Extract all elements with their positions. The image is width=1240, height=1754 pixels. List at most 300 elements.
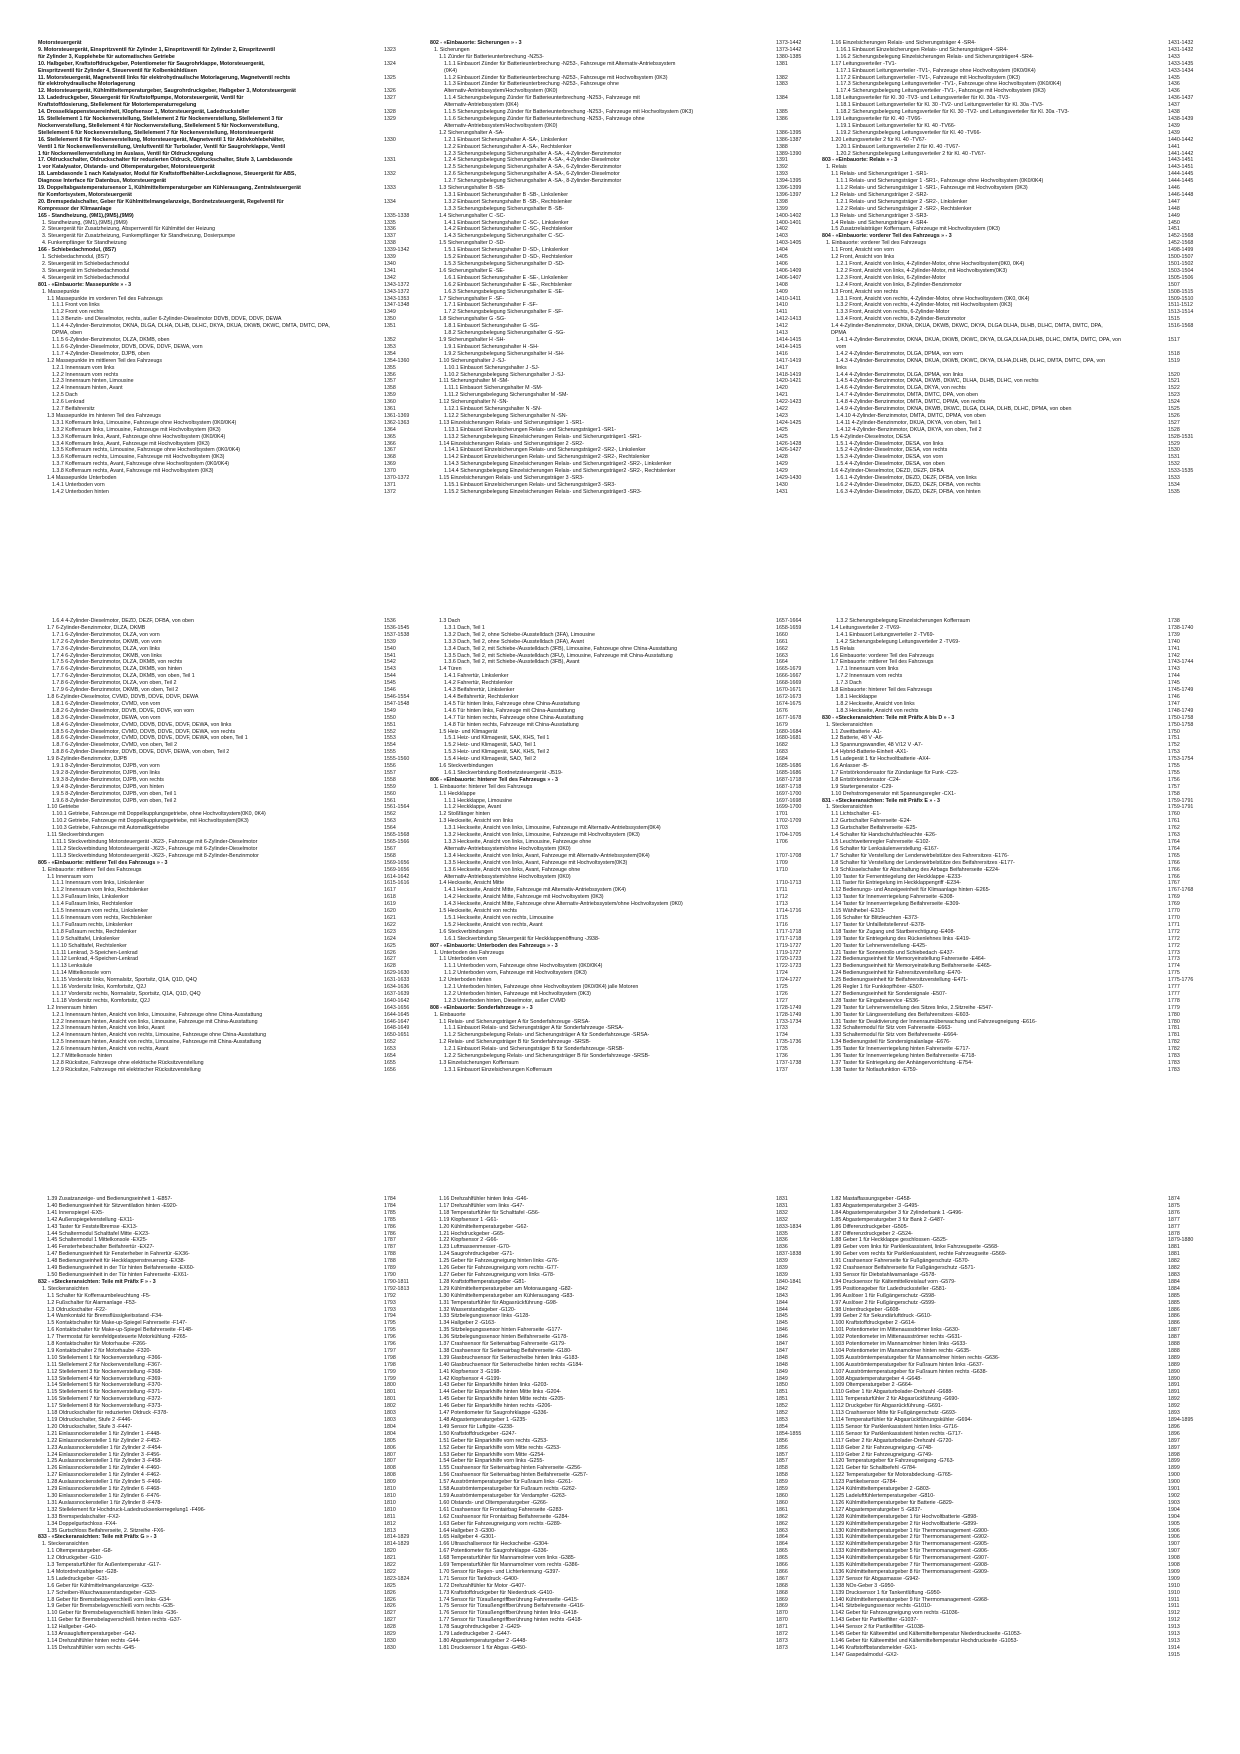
toc-entry-page: 1807 — [384, 1451, 396, 1458]
toc-entry-title: 1.8.6 6-Zylinder-Dieselmotor, CVMD, DDVB, DDVE, DDVF, DEWA, von oben, Teil 1 — [52, 735, 248, 742]
toc-entry-page: 1910 — [1168, 1582, 1180, 1589]
toc-entry-title: 1.4 Hybrid-Batterie-Einheit -AX1- — [831, 749, 909, 756]
toc-entry-title: 1.4.9 4-Zylinder-Benzinmotor, DKNA, DKWB, DKWC, DLGA, DLHA, DLHB, DLHC, DPMA, von oben — [836, 406, 1072, 413]
toc-entry-page: 1323 — [384, 46, 396, 53]
toc-entry-title: 1.76 Sensor für Türaußengriffberührung hinten links -G418- — [439, 1610, 579, 1617]
toc-entry-page: 1782 — [1168, 1046, 1180, 1053]
toc-entry — [822, 282, 1208, 289]
toc-entry — [38, 316, 424, 323]
toc-entry-title: 1.8 Kontaktschalter für Motorhaube -F266- — [47, 1341, 147, 1348]
toc-entry — [38, 853, 424, 860]
toc-entry — [430, 922, 816, 929]
toc-entry-title: 1.1 Relais- und Sicherungsträger A für Sonderfahrzeuge -SRSA- — [439, 1018, 591, 1025]
toc-entry-title: 1.97 Auslöser 2 für Fußgängerschutz -G599- — [831, 1299, 936, 1306]
toc-entry-title: 1.1.4 Fußraum links, Rechtslenker — [52, 901, 133, 908]
toc-entry-page: 1422-1423 — [776, 399, 802, 406]
toc-entry-page: 1620 — [384, 908, 396, 915]
toc-column — [822, 618, 1208, 1158]
toc-entry-page: 1915 — [1168, 1651, 1180, 1658]
toc-entry — [430, 461, 816, 468]
toc-entry-page: 1864 — [776, 1534, 788, 1541]
toc-entry-page: 1874 — [1168, 1196, 1180, 1202]
toc-entry — [822, 673, 1208, 680]
toc-entry-title: 1.7 Entstörkondensator für Zündanlage für Funk -C23- — [831, 769, 959, 776]
toc-entry — [430, 1417, 816, 1424]
toc-entry — [822, 206, 1208, 213]
toc-entry — [822, 901, 1208, 908]
toc-entry-title: 1.1.10 Schalttafel, Rechtslenker — [52, 942, 127, 949]
toc-entry-page: 1373-1442 — [776, 46, 802, 53]
toc-entry — [38, 756, 424, 763]
toc-entry-title: Stellelement 6 für Nockenverstellung, Stellelement 7 für Nockenverstellung, Motorsteuergerät — [38, 129, 274, 136]
toc-entry — [430, 618, 816, 625]
toc-entry-title: 1.2 Öldruckgeber -G10- — [47, 1555, 103, 1562]
toc-entry-title: 4. Funkempfänger für Standheizung — [42, 240, 127, 247]
toc-entry-title: 1.1.5 Innenraum vorn rechts, Linkslenker — [52, 908, 148, 915]
toc-entry-page: 1653 — [384, 1046, 396, 1053]
toc-entry-title: 1.23 Luftmassenmesser -G70- — [439, 1244, 511, 1251]
toc-entry-title: 1.12 Sicherungshalter N -SN- — [439, 399, 509, 406]
toc-entry-title: 1.18.2 Sicherungsbelegung Leitungsverteiler für Kl. 30 -TV2- und Leitungsverteiler für Kl. 30a -TV3- — [836, 109, 1070, 116]
toc-entry — [38, 116, 424, 123]
toc-entry-title: 1.2.1 Einbauort Relais- und Sicherungsträger B für Sonderfahrzeuge -SRSB- — [444, 1046, 625, 1053]
toc-entry-title: 1.3.4 Heckseite, Ansicht von links, Avant, Fahrzeuge mit Alternativ-Antriebssystem(0K4) — [444, 852, 650, 859]
toc-entry-page: 1425 — [776, 433, 788, 440]
toc-entry-page: 1665-1679 — [776, 666, 802, 673]
toc-entry-title: 1. Unterboden des Fahrzeugs — [434, 949, 505, 956]
toc-entry-page: 1897 — [1168, 1437, 1180, 1444]
toc-entry-page: 1854-1855 — [776, 1430, 802, 1437]
toc-entry-page: 1745-1749 — [1168, 687, 1194, 694]
toc-entry-title: 1.40 Bedienungseinheit für Sitzventilation hinten -E920- — [47, 1202, 178, 1209]
toc-entry-title: 1.47 Potentiometer für Saugrohrklappe -G336- — [439, 1410, 549, 1417]
toc-entry — [430, 337, 816, 344]
toc-entry-page: 1760 — [1168, 811, 1180, 818]
toc-entry-title: 1.4.1 Einbauort Sicherungshalter C -SC-, Linkslenker — [444, 219, 569, 226]
toc-entry-title: 1.30 Einlassnockensteller 1 für Zylinder 6 -F476- — [47, 1492, 161, 1499]
toc-entry-title: 1.140 Kühlmitteltemperaturgeber 9 für Thermomanagement -G968- — [831, 1596, 989, 1603]
toc-entry-title: 1.9.2 Sicherungsbelegung Sicherungshalter H -SH- — [444, 350, 565, 357]
toc-entry-page: 1810 — [384, 1486, 396, 1493]
toc-entry-title: 1.17.2 Einbauort Leitungsverteiler -TV1-, Fahrzeuge mit Hochvoltsystem (0K3) — [836, 74, 1021, 81]
toc-entry-title: 1.1.3 Fußraum links, Linkslenker — [52, 894, 129, 901]
toc-entry-title: 1.2.3 Sicherungsbelegung Sicherungshalter A -SA-, 4-Zylinder-Benzinmotor — [444, 150, 622, 157]
toc-entry-title: 1.3 Dach — [439, 618, 461, 624]
toc-entry-title: 1.3.3 Kofferraum links, Avant, Fahrzeuge ohne Hochvoltsystem (0K0/0K4) — [52, 433, 226, 440]
toc-entry-title: 1.10.3 Getriebe, Fahrzeuge mit Automatikgetriebe — [52, 825, 170, 832]
toc-entry-page: 1877 — [1168, 1223, 1180, 1230]
toc-entry-page: 1555 — [384, 749, 396, 756]
toc-entry — [822, 1597, 1208, 1604]
toc-entry — [430, 956, 816, 963]
toc-entry-title: 1.19 Klopfsensor 1 -G61- — [439, 1216, 499, 1223]
toc-entry-title: 1.83 Abgastemperaturgeber 3 -G495- — [831, 1202, 920, 1209]
toc-entry-page: 1413 — [776, 330, 788, 337]
toc-entry — [430, 1039, 816, 1046]
toc-entry-page: 1801 — [384, 1389, 396, 1396]
toc-entry-title: 1.72 Drehzahlfühler für Motor -G407- — [439, 1582, 526, 1589]
toc-entry-page: 1643-1656 — [384, 1004, 410, 1011]
toc-entry-page: 1392 — [776, 164, 788, 171]
toc-entry-page: 1911 — [1168, 1596, 1180, 1603]
toc-entry-page: 1844 — [776, 1306, 788, 1313]
toc-entry-title: 1.3 Heckseite, Ansicht von links — [439, 818, 514, 825]
toc-entry-page: 1813 — [384, 1527, 396, 1534]
toc-entry-title: 1.17 Drehzahlfühler vorn links -G47- — [439, 1202, 525, 1209]
toc-entry-page: 1658-1659 — [776, 624, 802, 631]
toc-entry-title: 1.9.1 8-Zylinder-Benzinmotor, DJPB, von vorn — [52, 763, 160, 770]
toc-entry-page: 1894-1895 — [1168, 1417, 1194, 1423]
toc-entry-title: 1.28 Auslassnockensteller 1 für Zylinder 5 -F466- — [47, 1479, 163, 1486]
toc-entry-page: 1370 — [384, 468, 396, 475]
toc-entry-title: 1.1.2 Sicherungsbelegung Relais- und Sicherungsträger A für Sonderfahrzeuge -SRSA- — [444, 1032, 650, 1039]
toc-entry-title: 1.5.2 Einbauort Sicherungshalter D -SD-, Rechtslenker — [444, 254, 573, 261]
toc-entry-title: 1.3.3 Heckseite, Ansicht von links, Limousine, Fahrzeuge ohne — [444, 839, 592, 845]
toc-entry-title: 1.2.3 Unterboden hinten, Dieselmotor, außer CVMD — [444, 997, 566, 1004]
toc-entry-page: 1858 — [776, 1472, 788, 1479]
toc-entry — [822, 358, 1208, 365]
toc-entry-title: 1.58 Ausströmtemperaturgeber für Fußraum rechts -G262- — [439, 1486, 577, 1493]
toc-entry-title: 1.15.1 Einbauort Einzelsicherungen Relais- und Sicherungsträger3 -SR3- — [444, 482, 616, 488]
toc-entry-title: 1.23 Bedienungseinheit für Memoryeinstellung Beifahrerseite -E465- — [831, 963, 992, 970]
toc-entry-title: 1.6 Schalter für Lenksäulenverstellung -E167- — [831, 845, 939, 852]
toc-entry — [38, 1610, 424, 1617]
toc-entry-page: 1907 — [1168, 1541, 1180, 1548]
toc-entry-page: 1677-1678 — [776, 714, 802, 721]
toc-entry-page: 1759-1791 — [1168, 797, 1194, 804]
toc-entry-page: 1354 — [384, 350, 396, 357]
toc-entry — [822, 1569, 1208, 1576]
toc-entry — [38, 818, 424, 825]
toc-entry-page: 1733-1734 — [776, 1018, 802, 1025]
toc-entry-page: 1373-1442 — [776, 40, 802, 46]
toc-entry-title: 1. Standheizung, (9M1),(9M5),(9M9) — [42, 219, 128, 226]
toc-entry-title: 1.6 Steckverbindungen — [439, 763, 494, 770]
toc-entry-page: 1417 — [776, 364, 788, 371]
toc-entry-title: 1.89 Geber vorn links für Parklenkassistent, linke Fahrzeugseite -G568- — [831, 1244, 999, 1251]
toc-entry — [822, 1362, 1208, 1369]
toc-entry-page: 1561 — [384, 797, 396, 804]
toc-entry-page: 1569-1656 — [384, 859, 410, 866]
toc-entry-page: 1803 — [384, 1417, 396, 1423]
toc-entry — [38, 1521, 424, 1528]
toc-entry-title: 1.33 Bremspedalschalter -FX2- — [47, 1513, 121, 1520]
toc-entry — [430, 302, 816, 309]
toc-entry-title: 1.2.1 Innenraum hinten, Ansicht von links, Limousine, Fahrzeuge ohne China-Ausstattung — [52, 1011, 263, 1018]
toc-entry-page: 1728-1749 — [776, 1004, 802, 1011]
toc-entry-title: 1.50 Kraftstoffdruckgeber -G247- — [439, 1430, 517, 1437]
toc-entry — [38, 653, 424, 660]
toc-entry-title: 1.9.2 8-Zylinder-Benzinmotor, DJPB, von links — [52, 769, 161, 776]
toc-entry — [38, 441, 424, 448]
toc-entry-page: 1904 — [1168, 1506, 1180, 1513]
toc-entry-page: 1527 — [1168, 419, 1180, 426]
toc-entry — [430, 1369, 816, 1376]
toc-entry-page: 1781 — [1168, 1025, 1180, 1032]
toc-entry-title: 1.2.7 Mittelkonsole hinten — [52, 1053, 113, 1060]
toc-entry — [430, 199, 816, 206]
toc-entry — [38, 991, 424, 998]
toc-entry-page: 1509-1510 — [1168, 295, 1194, 302]
toc-entry-page: 1883 — [1168, 1271, 1180, 1278]
toc-entry-title: 1.1 Relais- und Sicherungsträger 1 -SR1- — [831, 171, 929, 178]
toc-entry-title: 1.36 Sitzbelegungssensor hinten Beifahrerseite -G178- — [439, 1334, 568, 1341]
toc-entry-title: 1.6.1 Steckverbindung Steuergerät für Heckklappenöffnung -J938- — [444, 935, 600, 942]
toc-entry-title: Alternativ-Antriebssystem/ohne Hochvoltsystem (0K0) — [444, 845, 571, 852]
toc-entry-page: 1424-1425 — [776, 419, 802, 426]
toc-entry-page: 1634-1636 — [384, 984, 410, 991]
toc-entry-page: 1836 — [776, 1244, 788, 1251]
toc-entry-page: 1772 — [1168, 928, 1180, 935]
toc-entry-page: 1746 — [1168, 693, 1180, 700]
toc-entry-title: 1.7.4 6-Zylinder-Benzinmotor, DKMB, von links — [52, 652, 162, 659]
toc-entry-title: 1.2.8 Rücksitze, Fahrzeuge ohne elektrische Rücksitzverstellung — [52, 1060, 204, 1066]
toc-entry-page: 1796 — [384, 1334, 396, 1341]
toc-entry-page: 1736 — [776, 1053, 788, 1060]
toc-entry — [822, 784, 1208, 791]
toc-entry — [38, 1046, 424, 1053]
toc-entry-page: 1728-1749 — [776, 1011, 802, 1018]
toc-entry-page: 1326 — [384, 88, 396, 95]
toc-entry-page: 1668-1669 — [776, 680, 802, 687]
toc-entry-page: 1822 — [384, 1568, 396, 1575]
toc-entry-page: 1422 — [776, 406, 788, 413]
toc-entry-page: 1868 — [776, 1589, 788, 1596]
toc-entry-page: 1516-1568 — [1168, 323, 1194, 330]
toc-entry-title: 1.2.2 Unterboden hinten, Fahrzeuge mit Hochvoltsystem (0K3) — [444, 990, 591, 997]
toc-entry — [430, 351, 816, 358]
toc-entry-title: 1.20 Leitungsverteiler 2 für Kl. 40 -TV67- — [831, 136, 927, 143]
toc-entry-title: 1.7 Scheiben-Waschwasserstandsgeber -G33- — [47, 1589, 157, 1596]
toc-entry-title: 1.2.4 Sicherungsbelegung Sicherungshalter A -SA-, 4-Zylinder-Dieselmotor — [444, 157, 620, 164]
toc-entry-title: 1.147 Gaspedalmodul -GX2- — [831, 1651, 899, 1658]
toc-entry-title: 1.29 Kühlmitteltemperaturgeber am Motorausgang -G82- — [439, 1285, 573, 1292]
toc-entry — [822, 1279, 1208, 1286]
toc-entry — [38, 1341, 424, 1348]
toc-entry-title: 1.13.1 Einbauort Einzelsicherungen Relais- und Sicherungsträger1 -SR1- — [444, 426, 616, 433]
toc-entry-page: 1441 — [1168, 143, 1180, 150]
toc-entry-title: 1.2.3 Front, Ansicht von links, 6-Zylinder-Motor — [836, 274, 946, 281]
toc-entry-page: 1827 — [384, 1610, 396, 1617]
toc-entry — [822, 1493, 1208, 1500]
toc-entry-title: 1.17.3 Sicherungsbelegung Leitungsverteiler -TV1-, Fahrzeuge ohne Hochvoltsystem (0K0/0K4) — [836, 81, 1062, 88]
toc-entry-title: 1. Einbauorte: hinterer Teil des Fahrzeugs — [434, 783, 533, 790]
toc-entry-title: 1.5 Heckseite, Ansicht von rechts — [439, 908, 518, 915]
toc-entry — [822, 1452, 1208, 1459]
toc-entry-page: 1909 — [1168, 1575, 1180, 1582]
toc-entry-title: 1. Schiebedachmodul, (8S7) — [42, 254, 109, 261]
toc-entry — [822, 1403, 1208, 1410]
toc-entry — [38, 970, 424, 977]
toc-entry-page: 1846 — [776, 1327, 788, 1334]
toc-column — [430, 40, 816, 580]
toc-entry-page: 1778 — [1168, 997, 1180, 1004]
toc-entry-page: 1738-1740 — [1168, 624, 1194, 631]
toc-entry-title: 1.4 Massepunkte Unterboden — [47, 475, 117, 482]
toc-entry-title: 1.6.3 4-Zylinder-Dieselmotor, DEZD, DEZF, DFBA, von hinten — [836, 488, 981, 495]
toc-entry-page: 1860 — [776, 1499, 788, 1506]
toc-entry-title: 1.5.3 4-Zylinder-Dieselmotor, DESA, von vorn — [836, 454, 944, 461]
toc-entry-page: 1539 — [384, 638, 396, 645]
toc-entry — [38, 1417, 424, 1424]
toc-entry-page: 1353 — [384, 343, 396, 350]
toc-entry-page: 1441-1442 — [1168, 150, 1194, 157]
toc-entry — [822, 791, 1208, 798]
toc-entry-title: 1.1.2 Heckklappe, Avant — [444, 804, 502, 811]
toc-entry-title: 1.1 Massepunkte im vorderen Teil des Fahrzeugs — [47, 295, 163, 302]
toc-entry — [38, 777, 424, 784]
toc-entry — [822, 1555, 1208, 1562]
toc-entry-title: 1.2 Stoßfänger hinten — [439, 811, 490, 818]
toc-entry-page: 1825 — [384, 1582, 396, 1589]
toc-entry — [430, 839, 816, 846]
toc-entry-title: 1.34 Bedienungsteil für Sondersignalanlage -E676- — [831, 1039, 951, 1046]
toc-entry-page: 1421 — [776, 392, 788, 399]
toc-entry-page: 1783 — [1168, 1060, 1180, 1066]
toc-entry — [430, 109, 816, 116]
toc-entry-title: 1.3 Gurtschalter Beifahrerseite -E25- — [831, 825, 918, 832]
toc-entry-page: 1554 — [384, 742, 396, 749]
toc-entry — [38, 1645, 424, 1652]
toc-entry-page: 1755 — [1168, 763, 1180, 770]
toc-entry-title: 1.102 Potentiometer im Mittenausströmer rechts -G631- — [831, 1334, 963, 1341]
toc-entry-page: 1388 — [776, 143, 788, 150]
toc-entry — [822, 261, 1208, 268]
toc-entry — [822, 47, 1208, 54]
toc-entry-page: 1871 — [776, 1624, 788, 1631]
toc-entry-title: 1.5 4-Zylinder-Dieselmotor, DESA — [831, 433, 911, 440]
toc-entry — [38, 646, 424, 653]
toc-entry-page: 1857 — [776, 1458, 788, 1465]
toc-entry — [822, 116, 1208, 123]
toc-entry — [38, 164, 424, 171]
toc-entry-title: Motorsteuergerät — [38, 40, 82, 46]
toc-entry — [430, 722, 816, 729]
toc-entry-title: 1.8 Einbauorte: hinterer Teil des Fahrzeugs — [831, 687, 933, 694]
toc-entry — [430, 330, 816, 337]
toc-entry-page: 1362-1363 — [384, 419, 410, 426]
toc-entry-title: 1.21 Hochdruckgeber -G65- — [439, 1230, 505, 1237]
toc-entry-title: 1.2 Front, Ansicht von links — [831, 254, 895, 261]
toc-entry — [822, 199, 1208, 206]
toc-entry-title: 1.5 Relais — [831, 645, 855, 652]
toc-entry-page: 1335-1338 — [384, 212, 410, 219]
toc-entry-title: 1.13 Taster für Innenverriegelung Fahrerseite -E308- — [831, 894, 955, 901]
toc-entry-page: 1546 — [384, 687, 396, 694]
toc-entry-title: 1.87 Differenzdruckgeber 2 -G524- — [831, 1230, 913, 1237]
toc-entry — [38, 1067, 424, 1074]
toc-entry-title: 1.2 Relais- und Sicherungsträger B für Sonderfahrzeuge -SRSB- — [439, 1039, 591, 1046]
toc-entry — [822, 1005, 1208, 1012]
toc-entry-page: 1790-1811 — [384, 1278, 409, 1285]
toc-entry-page: 1670-1671 — [776, 687, 802, 694]
toc-entry — [822, 853, 1208, 860]
toc-entry — [430, 998, 816, 1005]
toc-entry-title: 1.2 Fußschalter für Alarmanlage -F53- — [47, 1299, 137, 1306]
toc-entry — [38, 1224, 424, 1231]
toc-entry-title: 1.1.2 Unterboden vorn, Fahrzeuge mit Hochvoltsystem (0K3) — [444, 970, 587, 977]
toc-entry — [822, 1396, 1208, 1403]
toc-entry-page: 1767 — [1168, 880, 1180, 887]
toc-entry-page: 1351 — [384, 323, 396, 330]
toc-entry-title: 1.10.2 Getriebe, Fahrzeuge mit Doppelkupplungsgetriebe, mit Hochvoltsystem(0K3) — [52, 818, 249, 825]
toc-entry-page: 1826 — [384, 1603, 396, 1610]
toc-entry-title: 830 - «Steckeransichten: Teile mit Präfix A bis D » - 3 — [822, 714, 955, 721]
toc-entry-page: 1806 — [384, 1444, 396, 1451]
toc-entry-page: 1614-1642 — [384, 873, 410, 880]
toc-entry-page: 1850 — [776, 1382, 788, 1389]
toc-entry — [430, 950, 816, 957]
toc-entry — [38, 977, 424, 984]
toc-entry-title: 1.6 4-Zylinder-Dieselmotor, DEZD, DEZF, DFBA — [831, 468, 944, 475]
toc-entry — [430, 1012, 816, 1019]
toc-entry-page: 1860 — [776, 1492, 788, 1499]
toc-entry-title: 1.11 Sicherungshalter M -SM- — [439, 378, 509, 385]
toc-entry-title: 1.62 Crashsensor für Frontairbag Beifahrerseite -G284- — [439, 1513, 570, 1520]
toc-entry-title: 1.2.4 Innenraum hinten, Ansicht von rechts, Limousine, Fahrzeuge ohne China-Ausstattung — [52, 1032, 267, 1039]
toc-entry — [38, 708, 424, 715]
toc-entry-page: 1528 — [1168, 426, 1180, 433]
toc-entry — [430, 1617, 816, 1624]
toc-entry-page: 1384 — [776, 95, 788, 102]
toc-entry-title: 1.9.1 Einbauort Sicherungshalter H -SH- — [444, 343, 539, 350]
toc-entry-page: 1854 — [776, 1423, 788, 1430]
toc-entry-page: 1679 — [776, 721, 788, 728]
toc-entry — [822, 323, 1208, 330]
toc-entry-page: 1416 — [776, 350, 788, 357]
toc-entry-title: 1.45 Geber für Einparkhilfe hinten Mitte rechts -G205- — [439, 1396, 566, 1403]
toc-entry-page: 1328 — [384, 109, 396, 116]
toc-entry-page: 1558 — [384, 776, 396, 783]
toc-entry-title: 1.3.2 Einbauort Sicherungshalter B -SB-, Rechtslenker — [444, 198, 573, 205]
toc-entry-title: 1.4.1 Heckseite, Ansicht Mitte, Fahrzeuge mit Alternativ-Antriebssystem (0K4) — [444, 887, 626, 894]
toc-entry-title: 1.75 Sensor für Türaußengriffberührung Beifahrerseite -G416- — [439, 1603, 585, 1610]
toc-entry — [430, 929, 816, 936]
toc-entry-title: 1.103 Potentiometer im Mannamolmer hinten links -G633- — [831, 1341, 968, 1348]
toc-entry — [430, 1210, 816, 1217]
toc-entry-title: 1.35 Sitzbelegungssensor hinten Fahrerseite -G177- — [439, 1327, 563, 1334]
toc-entry — [822, 441, 1208, 448]
toc-entry-page: 1795 — [384, 1320, 396, 1327]
toc-entry-title: 1.1.3 Einbauort Zünder für Batterieunterbrechung -N253-, Fahrzeuge ohne — [444, 81, 619, 88]
toc-entry-title: 1.17 Taster für Unfallleitstellenruf -E378- — [831, 921, 926, 928]
toc-entry-page: 1644-1645 — [384, 1011, 410, 1018]
toc-entry — [430, 1479, 816, 1486]
toc-entry-title: 1.7.6 6-Zylinder-Benzinmotor, DLZA, DKMB, von hinten — [52, 666, 183, 673]
toc-entry-page: 1836 — [776, 1237, 788, 1244]
toc-entry-title: 1.14.2 Einbauort Einzelsicherungen Relais- und Sicherungsträger2 -SR2-, Rechtslenker — [444, 454, 650, 461]
toc-entry — [38, 372, 424, 379]
toc-entry-page: 1733 — [776, 1025, 788, 1032]
toc-entry — [38, 1569, 424, 1576]
toc-entry — [822, 715, 1208, 722]
toc-entry-page: 1786 — [384, 1230, 396, 1237]
toc-entry — [38, 901, 424, 908]
toc-entry-page: 1412-1413 — [776, 316, 802, 323]
toc-entry — [822, 832, 1208, 839]
toc-entry-page: 1347-1348 — [384, 302, 410, 309]
toc-entry — [822, 489, 1208, 496]
toc-entry-title: 1.18 Öldruckschalter für reduzierten Öldruck -F378- — [47, 1410, 168, 1417]
toc-entry — [38, 406, 424, 413]
toc-column — [38, 1196, 424, 1736]
toc-entry — [822, 770, 1208, 777]
toc-entry-title: 1.29 Einlassnockensteller 1 für Zylinder 6 -F468- — [47, 1486, 161, 1493]
toc-entry — [38, 330, 424, 337]
toc-entry — [822, 1528, 1208, 1535]
toc-entry-page: 1444-1445 — [1168, 178, 1194, 185]
toc-entry-page: 1898 — [1168, 1451, 1180, 1458]
